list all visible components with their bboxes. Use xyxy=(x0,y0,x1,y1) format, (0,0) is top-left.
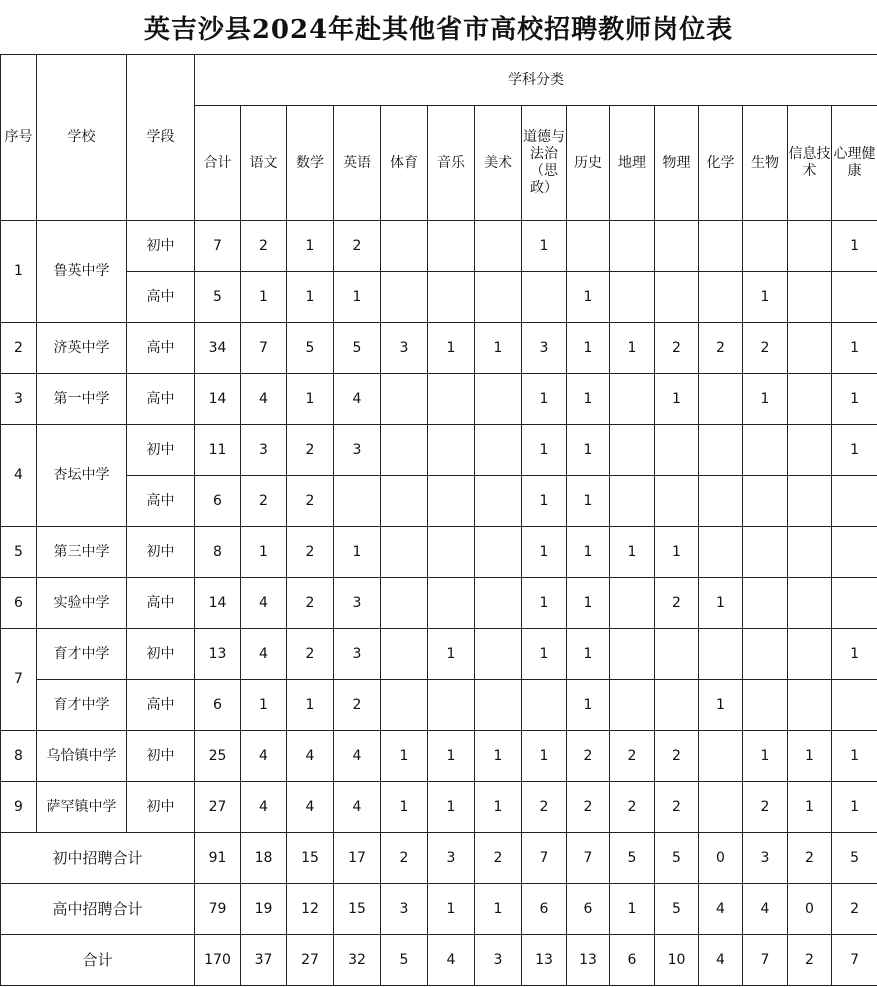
cell-value xyxy=(381,629,428,680)
totals-value: 1 xyxy=(610,884,655,935)
totals-value: 4 xyxy=(743,884,788,935)
totals-value: 32 xyxy=(334,935,381,986)
totals-value: 3 xyxy=(743,833,788,884)
cell-value xyxy=(610,425,655,476)
cell-stage: 初中 xyxy=(127,629,195,680)
table-row xyxy=(1,425,877,476)
table-row xyxy=(1,578,877,629)
cell-value: 3 xyxy=(241,425,287,476)
cell-value xyxy=(743,527,788,578)
totals-value: 6 xyxy=(567,884,610,935)
totals-value: 2 xyxy=(788,833,832,884)
cell-value: 1 xyxy=(699,680,743,731)
totals-label: 合计 xyxy=(1,935,195,986)
table-row xyxy=(1,680,877,731)
cell-stage: 初中 xyxy=(127,527,195,578)
totals-value: 12 xyxy=(287,884,334,935)
cell-value: 2 xyxy=(743,782,788,833)
cell-value xyxy=(743,680,788,731)
cell-value: 34 xyxy=(195,323,241,374)
totals-value: 1 xyxy=(428,884,475,935)
cell-value: 4 xyxy=(241,731,287,782)
header-subject: 合计 xyxy=(195,106,241,221)
cell-value xyxy=(788,272,832,323)
header-subject: 历史 xyxy=(567,106,610,221)
cell-school: 第三中学 xyxy=(37,527,127,578)
header-subject: 美术 xyxy=(475,106,522,221)
cell-value: 1 xyxy=(522,221,567,272)
cell-value xyxy=(655,425,699,476)
cell-value xyxy=(743,578,788,629)
totals-value: 0 xyxy=(699,833,743,884)
cell-value xyxy=(610,476,655,527)
totals-value: 0 xyxy=(788,884,832,935)
cell-value xyxy=(788,374,832,425)
cell-stage: 高中 xyxy=(127,272,195,323)
cell-value xyxy=(381,221,428,272)
cell-value xyxy=(699,221,743,272)
cell-value xyxy=(788,323,832,374)
cell-value: 2 xyxy=(655,323,699,374)
cell-value: 2 xyxy=(743,323,788,374)
totals-value: 13 xyxy=(522,935,567,986)
cell-school: 乌恰镇中学 xyxy=(37,731,127,782)
cell-value: 1 xyxy=(655,374,699,425)
cell-value: 8 xyxy=(195,527,241,578)
cell-value: 11 xyxy=(195,425,241,476)
cell-value xyxy=(567,221,610,272)
cell-seq: 6 xyxy=(1,578,37,629)
cell-value xyxy=(610,374,655,425)
cell-value xyxy=(743,476,788,527)
cell-value xyxy=(699,629,743,680)
cell-value: 3 xyxy=(334,425,381,476)
cell-value: 4 xyxy=(287,782,334,833)
cell-value: 1 xyxy=(832,782,877,833)
cell-stage: 高中 xyxy=(127,680,195,731)
cell-value: 6 xyxy=(195,476,241,527)
cell-value: 1 xyxy=(381,731,428,782)
cell-value: 4 xyxy=(334,374,381,425)
cell-value: 4 xyxy=(287,731,334,782)
cell-value: 1 xyxy=(610,527,655,578)
cell-value: 4 xyxy=(241,374,287,425)
cell-value: 3 xyxy=(522,323,567,374)
cell-value: 1 xyxy=(788,731,832,782)
cell-value xyxy=(381,272,428,323)
cell-value xyxy=(475,374,522,425)
table-row xyxy=(1,374,877,425)
cell-value: 6 xyxy=(195,680,241,731)
cell-value xyxy=(788,221,832,272)
recruitment-table xyxy=(0,54,877,986)
cell-seq: 5 xyxy=(1,527,37,578)
cell-value: 1 xyxy=(522,527,567,578)
cell-value xyxy=(475,527,522,578)
cell-value: 2 xyxy=(241,476,287,527)
cell-value: 1 xyxy=(287,221,334,272)
cell-value xyxy=(743,629,788,680)
cell-value: 5 xyxy=(195,272,241,323)
cell-value: 1 xyxy=(567,476,610,527)
totals-row xyxy=(1,884,877,935)
cell-value: 1 xyxy=(832,425,877,476)
cell-value: 2 xyxy=(287,425,334,476)
cell-value: 1 xyxy=(743,731,788,782)
totals-value: 17 xyxy=(334,833,381,884)
cell-stage: 高中 xyxy=(127,374,195,425)
cell-value: 1 xyxy=(567,425,610,476)
cell-value: 2 xyxy=(699,323,743,374)
header-row xyxy=(1,55,877,106)
cell-value xyxy=(610,629,655,680)
totals-value: 7 xyxy=(832,935,877,986)
cell-value xyxy=(610,221,655,272)
header-stage: 学段 xyxy=(127,55,195,221)
totals-row xyxy=(1,935,877,986)
cell-value xyxy=(788,425,832,476)
cell-value: 1 xyxy=(743,374,788,425)
cell-value: 2 xyxy=(287,527,334,578)
cell-value xyxy=(832,272,877,323)
cell-value: 1 xyxy=(655,527,699,578)
cell-value: 25 xyxy=(195,731,241,782)
cell-stage: 高中 xyxy=(127,476,195,527)
cell-value: 1 xyxy=(832,323,877,374)
cell-value xyxy=(655,221,699,272)
cell-value: 2 xyxy=(655,731,699,782)
cell-value xyxy=(788,476,832,527)
cell-school: 杏坛中学 xyxy=(37,425,127,527)
cell-value xyxy=(475,476,522,527)
cell-value xyxy=(699,425,743,476)
cell-value xyxy=(475,425,522,476)
cell-value: 2 xyxy=(334,221,381,272)
cell-value xyxy=(428,680,475,731)
cell-value: 1 xyxy=(334,272,381,323)
cell-value: 1 xyxy=(428,782,475,833)
cell-school: 实验中学 xyxy=(37,578,127,629)
header-subject: 信息技术 xyxy=(788,106,832,221)
cell-value xyxy=(475,272,522,323)
cell-seq: 4 xyxy=(1,425,37,527)
cell-value: 4 xyxy=(334,731,381,782)
cell-value xyxy=(522,680,567,731)
cell-school: 育才中学 xyxy=(37,680,127,731)
cell-value: 1 xyxy=(428,629,475,680)
cell-value: 1 xyxy=(743,272,788,323)
cell-value: 1 xyxy=(567,527,610,578)
cell-value: 1 xyxy=(428,323,475,374)
cell-value xyxy=(428,578,475,629)
table-row xyxy=(1,221,877,272)
cell-value: 1 xyxy=(475,782,522,833)
totals-value: 6 xyxy=(610,935,655,986)
header-subject: 生物 xyxy=(743,106,788,221)
cell-value xyxy=(475,680,522,731)
cell-seq: 2 xyxy=(1,323,37,374)
cell-school: 鲁英中学 xyxy=(37,221,127,323)
table-row xyxy=(1,323,877,374)
cell-value xyxy=(699,476,743,527)
cell-seq: 1 xyxy=(1,221,37,323)
cell-value: 2 xyxy=(334,680,381,731)
cell-value: 1 xyxy=(522,731,567,782)
totals-value: 7 xyxy=(522,833,567,884)
cell-value: 1 xyxy=(522,629,567,680)
cell-value: 1 xyxy=(832,221,877,272)
cell-value xyxy=(788,680,832,731)
header-subject: 体育 xyxy=(381,106,428,221)
cell-value: 3 xyxy=(334,629,381,680)
header-school: 学校 xyxy=(37,55,127,221)
cell-value: 1 xyxy=(334,527,381,578)
cell-value xyxy=(743,425,788,476)
totals-value: 13 xyxy=(567,935,610,986)
cell-stage: 初中 xyxy=(127,425,195,476)
cell-value: 1 xyxy=(428,731,475,782)
cell-value: 5 xyxy=(287,323,334,374)
cell-value: 14 xyxy=(195,578,241,629)
totals-label: 初中招聘合计 xyxy=(1,833,195,884)
cell-value: 2 xyxy=(287,476,334,527)
cell-value: 1 xyxy=(287,374,334,425)
totals-value: 3 xyxy=(475,935,522,986)
cell-value: 1 xyxy=(475,323,522,374)
cell-value xyxy=(788,629,832,680)
cell-stage: 高中 xyxy=(127,578,195,629)
cell-value: 2 xyxy=(655,578,699,629)
cell-value xyxy=(699,527,743,578)
cell-value: 1 xyxy=(567,578,610,629)
table-row xyxy=(1,782,877,833)
totals-value: 5 xyxy=(832,833,877,884)
page-title: 英吉沙县2024年赴其他省市高校招聘教师岗位表 xyxy=(143,14,734,45)
cell-value: 1 xyxy=(567,629,610,680)
header-subject: 英语 xyxy=(334,106,381,221)
cell-value xyxy=(475,578,522,629)
cell-seq: 3 xyxy=(1,374,37,425)
totals-value: 2 xyxy=(475,833,522,884)
totals-value: 2 xyxy=(788,935,832,986)
cell-value: 2 xyxy=(655,782,699,833)
totals-value: 5 xyxy=(381,935,428,986)
totals-value: 2 xyxy=(381,833,428,884)
cell-value xyxy=(428,527,475,578)
cell-value: 14 xyxy=(195,374,241,425)
cell-value: 2 xyxy=(287,629,334,680)
cell-value: 1 xyxy=(567,680,610,731)
cell-value: 4 xyxy=(241,782,287,833)
totals-value: 170 xyxy=(195,935,241,986)
cell-school: 育才中学 xyxy=(37,629,127,680)
cell-value: 2 xyxy=(610,782,655,833)
cell-value: 3 xyxy=(334,578,381,629)
table-row xyxy=(1,476,877,527)
cell-value xyxy=(699,374,743,425)
cell-value: 3 xyxy=(381,323,428,374)
cell-value xyxy=(381,425,428,476)
cell-value: 1 xyxy=(522,476,567,527)
totals-value: 37 xyxy=(241,935,287,986)
cell-value xyxy=(699,731,743,782)
totals-value: 7 xyxy=(567,833,610,884)
cell-value xyxy=(428,374,475,425)
totals-value: 15 xyxy=(287,833,334,884)
cell-value xyxy=(788,578,832,629)
totals-value: 19 xyxy=(241,884,287,935)
header-category: 学科分类 xyxy=(195,55,877,106)
cell-school: 第一中学 xyxy=(37,374,127,425)
cell-value xyxy=(655,629,699,680)
cell-value: 2 xyxy=(610,731,655,782)
header-subject: 地理 xyxy=(610,106,655,221)
totals-value: 4 xyxy=(699,935,743,986)
totals-value: 27 xyxy=(287,935,334,986)
cell-value xyxy=(381,476,428,527)
totals-row xyxy=(1,833,877,884)
totals-value: 5 xyxy=(655,884,699,935)
cell-value xyxy=(832,527,877,578)
header-subject: 数学 xyxy=(287,106,334,221)
cell-value xyxy=(699,272,743,323)
header-seq: 序号 xyxy=(1,55,37,221)
cell-value: 1 xyxy=(241,272,287,323)
cell-value: 4 xyxy=(241,578,287,629)
totals-value: 15 xyxy=(334,884,381,935)
cell-value xyxy=(475,629,522,680)
header-subject: 物理 xyxy=(655,106,699,221)
table-row xyxy=(1,527,877,578)
cell-value: 1 xyxy=(522,578,567,629)
cell-value xyxy=(610,680,655,731)
cell-value: 1 xyxy=(287,272,334,323)
totals-value: 4 xyxy=(428,935,475,986)
cell-value: 7 xyxy=(241,323,287,374)
cell-value: 4 xyxy=(241,629,287,680)
cell-school: 济英中学 xyxy=(37,323,127,374)
cell-value xyxy=(428,221,475,272)
cell-value: 1 xyxy=(522,374,567,425)
cell-value: 1 xyxy=(832,629,877,680)
header-subject: 语文 xyxy=(241,106,287,221)
cell-value: 27 xyxy=(195,782,241,833)
cell-value: 1 xyxy=(567,374,610,425)
totals-value: 6 xyxy=(522,884,567,935)
totals-value: 79 xyxy=(195,884,241,935)
cell-value: 1 xyxy=(567,272,610,323)
cell-value: 2 xyxy=(567,782,610,833)
cell-value: 1 xyxy=(699,578,743,629)
cell-value: 1 xyxy=(832,731,877,782)
totals-value: 3 xyxy=(428,833,475,884)
cell-value: 1 xyxy=(287,680,334,731)
totals-value: 5 xyxy=(655,833,699,884)
cell-value xyxy=(832,578,877,629)
cell-value xyxy=(832,680,877,731)
cell-value xyxy=(832,476,877,527)
cell-value: 2 xyxy=(522,782,567,833)
cell-value: 2 xyxy=(287,578,334,629)
totals-value: 18 xyxy=(241,833,287,884)
cell-value: 7 xyxy=(195,221,241,272)
cell-seq: 7 xyxy=(1,629,37,731)
cell-value: 1 xyxy=(241,680,287,731)
cell-value xyxy=(743,221,788,272)
cell-stage: 初中 xyxy=(127,221,195,272)
cell-stage: 初中 xyxy=(127,782,195,833)
cell-value: 4 xyxy=(334,782,381,833)
totals-value: 2 xyxy=(832,884,877,935)
cell-value xyxy=(610,272,655,323)
header-subject: 道德与法治（思政） xyxy=(522,106,567,221)
cell-value xyxy=(428,476,475,527)
totals-value: 7 xyxy=(743,935,788,986)
totals-value: 3 xyxy=(381,884,428,935)
cell-value xyxy=(788,527,832,578)
cell-value xyxy=(699,782,743,833)
cell-value: 1 xyxy=(381,782,428,833)
cell-value: 1 xyxy=(567,323,610,374)
cell-value: 1 xyxy=(610,323,655,374)
cell-value: 2 xyxy=(567,731,610,782)
header-subject: 心理健康 xyxy=(832,106,877,221)
totals-value: 4 xyxy=(699,884,743,935)
cell-stage: 初中 xyxy=(127,731,195,782)
cell-value xyxy=(381,527,428,578)
cell-value xyxy=(381,680,428,731)
totals-value: 5 xyxy=(610,833,655,884)
cell-value: 1 xyxy=(832,374,877,425)
cell-value xyxy=(428,272,475,323)
cell-value: 1 xyxy=(241,527,287,578)
cell-value: 2 xyxy=(241,221,287,272)
cell-value xyxy=(428,425,475,476)
table-row xyxy=(1,629,877,680)
cell-school: 萨罕镇中学 xyxy=(37,782,127,833)
totals-value: 1 xyxy=(475,884,522,935)
cell-value xyxy=(381,374,428,425)
totals-value: 91 xyxy=(195,833,241,884)
header-subject: 音乐 xyxy=(428,106,475,221)
table-row xyxy=(1,272,877,323)
cell-seq: 8 xyxy=(1,731,37,782)
cell-value: 1 xyxy=(522,425,567,476)
totals-label: 高中招聘合计 xyxy=(1,884,195,935)
header-subject: 化学 xyxy=(699,106,743,221)
cell-value: 5 xyxy=(334,323,381,374)
cell-seq: 9 xyxy=(1,782,37,833)
cell-stage: 高中 xyxy=(127,323,195,374)
cell-value xyxy=(334,476,381,527)
table-row xyxy=(1,731,877,782)
cell-value: 1 xyxy=(788,782,832,833)
cell-value xyxy=(522,272,567,323)
cell-value xyxy=(655,680,699,731)
cell-value: 13 xyxy=(195,629,241,680)
cell-value xyxy=(655,272,699,323)
cell-value xyxy=(610,578,655,629)
cell-value xyxy=(381,578,428,629)
cell-value xyxy=(475,221,522,272)
cell-value: 1 xyxy=(475,731,522,782)
totals-value: 10 xyxy=(655,935,699,986)
cell-value xyxy=(655,476,699,527)
